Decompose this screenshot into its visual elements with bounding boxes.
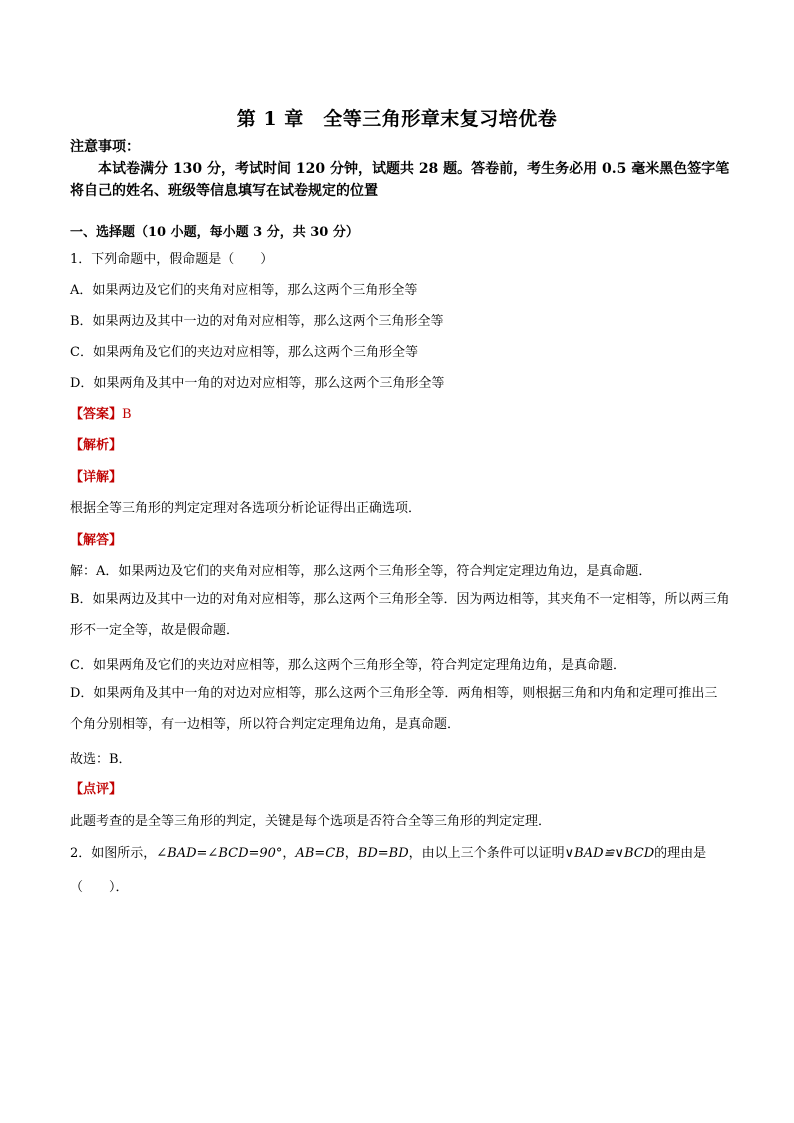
analysis-label: 【解析】 [70,438,123,453]
q2-separator: ， [344,846,358,861]
solution-label: 【解答】 [70,533,123,548]
solution-a: 解：A．如果两边及它们的夹角对应相等，那么这两个三角形全等，符合判定定理边角边，是真命题． [70,564,652,579]
question-2-blank: （ ）． [70,880,129,895]
solution-b: B．如果两边及其中一边的对角对应相等，那么这两个三角形全等．因为两边相等，其夹角不一定相等，所以两三角形不一定全等，故是假命题． [70,592,730,638]
question-1-option-b: B．如果两边及其中一边的对角对应相等，那么这两个三角形全等 [70,314,444,329]
choose-answer: 故选：B． [70,752,132,767]
question-2-stem [70,842,706,861]
solution-c: C．如果两角及它们的夹边对应相等，那么这两个三角形全等，符合判定定理角边角，是真命题． [70,658,626,673]
answer-row [70,403,132,422]
q2-prefix: 2．如图所示， [70,846,157,861]
comment-text: 此题考查的是全等三角形的判定，关键是每个选项是否符合全等三角形的判定定理． [70,814,552,829]
q2-suffix: 的理由是 [654,846,707,861]
notice-body: 本试卷满分 130 分，考试时间 120 分钟，试题共 28 题。答卷前，考生务必用 0.5 毫米黑色签字笔将自己的姓名、班级等信息填写在试卷规定的位置 [70,161,730,199]
q2-condition-common: BD=BD [357,846,409,861]
notice-label: 注意事项： [70,139,140,155]
question-1-stem: 1．下列命题中，假命题是（ ） [70,252,274,267]
detail-text: 根据全等三角形的判定定理对各选项分析论证得出正确选项． [70,501,422,516]
answer-label: 【答案】 [70,407,123,422]
q2-separator: ， [282,846,296,861]
detail-label: 【详解】 [70,470,123,485]
q2-congruence: ∨BAD≌∨BCD [564,846,655,861]
page-title: 第 1 章 全等三角形章末复习培优卷 [236,108,558,130]
q2-condition-sides: AB=CB [295,846,345,861]
q2-middle: ，由以上三个条件可以证明 [408,846,565,861]
answer-value: B [122,407,132,422]
q2-condition-angles: ∠BAD=∠BCD=90° [156,846,283,861]
solution-d: D．如果两角及其中一角的对边对应相等，那么这两个三角形全等．两角相等，则根据三角和内角和定理可推出三个角分别相等，有一边相等，所以符合判定定理角边角，是真命题． [70,686,718,732]
question-1-option-d: D．如果两角及其中一角的对边对应相等，那么这两个三角形全等 [70,376,445,391]
comment-label: 【点评】 [70,782,123,797]
question-1-option-a: A．如果两边及它们的夹角对应相等，那么这两个三角形全等 [70,283,418,298]
section-heading: 一、选择题（10 小题，每小题 3 分，共 30 分） [70,225,359,240]
question-1-option-c: C．如果两角及它们的夹边对应相等，那么这两个三角形全等 [70,345,418,360]
